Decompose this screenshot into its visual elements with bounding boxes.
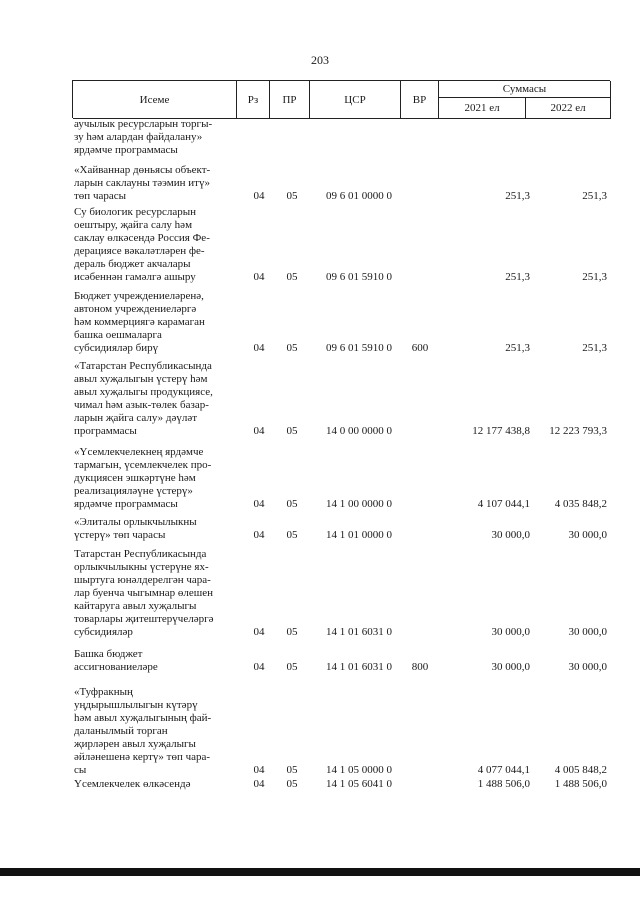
row-name-line: үстерү» төп чарасы bbox=[74, 529, 166, 541]
row-name-line: авыл хуҗалыгын үстерү һәм bbox=[74, 373, 208, 385]
row-name-line: субсидияләр бирү bbox=[74, 342, 159, 354]
row-csr: 14 1 00 0000 0 bbox=[326, 498, 392, 510]
row-name bbox=[74, 686, 236, 777]
row-pr: 05 bbox=[286, 342, 298, 354]
row-name-line: тармагын, үсемлекчелек про- bbox=[74, 459, 212, 471]
row-sum-2022: 4 005 848,2 bbox=[554, 764, 607, 776]
row-name-line: һәм коммерциягә карамаган bbox=[74, 316, 205, 328]
row-sum-2022: 12 223 793,3 bbox=[549, 425, 607, 437]
row-csr: 14 0 00 0000 0 bbox=[326, 425, 392, 437]
row-name-line: әйләнешенә кертү» төп чара- bbox=[74, 751, 211, 763]
row-sum-2021: 251,3 bbox=[505, 342, 530, 354]
row-csr: 09 6 01 5910 0 bbox=[326, 271, 392, 283]
row-name-line: даланылмый торган bbox=[74, 725, 168, 737]
row-name bbox=[74, 516, 236, 542]
row-sum-2021: 4 077 044,1 bbox=[477, 764, 530, 776]
row-name-line: субсидияләр bbox=[74, 626, 133, 638]
row-sum-2022: 251,3 bbox=[582, 342, 607, 354]
row-name bbox=[74, 648, 236, 674]
row-sum-2021: 4 107 044,1 bbox=[477, 498, 530, 510]
header-csr: ЦСР bbox=[310, 81, 401, 119]
row-name-line: товарлары җитештерүчеләргә bbox=[74, 613, 214, 625]
row-name bbox=[74, 164, 236, 203]
row-name-line: ларын җайга салу» дәүләт bbox=[74, 412, 198, 424]
row-csr: 09 6 01 0000 0 bbox=[326, 190, 392, 202]
row-pr: 05 bbox=[286, 626, 298, 638]
row-sum-2021: 30 000,0 bbox=[491, 626, 530, 638]
page-number: 203 bbox=[311, 53, 329, 67]
table-header bbox=[72, 80, 610, 118]
row-sum-2022: 251,3 bbox=[582, 271, 607, 283]
row-name-line: «Туфракның bbox=[74, 686, 133, 698]
row-csr: 14 1 01 6031 0 bbox=[326, 626, 392, 638]
row-name-line: программасы bbox=[74, 425, 137, 437]
row-sum-2021: 1 488 506,0 bbox=[477, 778, 530, 790]
row-name bbox=[74, 118, 236, 157]
row-sum-2022: 4 035 848,2 bbox=[554, 498, 607, 510]
header-rz: Рз bbox=[237, 81, 270, 119]
row-name-line: Бюджет учреждениеләренә, bbox=[74, 290, 204, 302]
row-pr: 05 bbox=[286, 529, 298, 541]
row-name-line: Татарстан Республикасында bbox=[74, 548, 207, 560]
header-sums: Суммасы bbox=[439, 81, 611, 98]
row-name-line: орлыкчылыкны үстерүне ях- bbox=[74, 561, 209, 573]
header-year-2021: 2021 ел bbox=[439, 98, 526, 119]
row-name-line: төп чарасы bbox=[74, 190, 127, 202]
row-name-line: ассигнованиеләре bbox=[74, 661, 158, 673]
row-sum-2021: 251,3 bbox=[505, 271, 530, 283]
row-name-line: ларын саклауны тәэмин итү» bbox=[74, 177, 210, 189]
scan-edge-bar bbox=[0, 868, 640, 876]
row-pr: 05 bbox=[286, 498, 298, 510]
row-rz: 04 bbox=[253, 190, 265, 202]
row-sum-2022: 30 000,0 bbox=[568, 626, 607, 638]
row-name-line: реализацияләүне үстерү» bbox=[74, 485, 193, 497]
row-vr: 600 bbox=[411, 342, 429, 354]
row-sum-2021: 12 177 438,8 bbox=[472, 425, 530, 437]
row-name-line: ярдәмче программасы bbox=[74, 144, 178, 156]
row-sum-2022: 30 000,0 bbox=[568, 661, 607, 673]
row-name-line: башка оешмаларга bbox=[74, 329, 162, 341]
row-name-line: уңдырышлылыгын күтәрү bbox=[74, 699, 198, 711]
row-name-line: авыл хуҗалыгы продукциясе, bbox=[74, 386, 213, 398]
row-name-line: аучылык ресурсларын торгы- bbox=[74, 118, 213, 130]
row-sum-2021: 251,3 bbox=[505, 190, 530, 202]
row-name-line: автоном учреждениеләргә bbox=[74, 303, 197, 315]
header-name: Исеме bbox=[73, 81, 237, 119]
row-name-line: исәбеннән гамәлгә ашыру bbox=[74, 271, 196, 283]
row-pr: 05 bbox=[286, 778, 298, 790]
row-csr: 14 1 05 0000 0 bbox=[326, 764, 392, 776]
row-rz: 04 bbox=[253, 271, 265, 283]
row-rz: 04 bbox=[253, 626, 265, 638]
header-year-2022: 2022 ел bbox=[526, 98, 611, 119]
row-name-line: «Татарстан Республикасында bbox=[74, 360, 212, 372]
row-csr: 09 6 01 5910 0 bbox=[326, 342, 392, 354]
row-name-line: кайтаруга авыл хуҗалыгы bbox=[74, 600, 197, 612]
row-name-line: дерациясе вәкаләтләрен фе- bbox=[74, 245, 205, 257]
row-name-line: «Хайваннар дөньясы объект- bbox=[74, 164, 211, 176]
row-pr: 05 bbox=[286, 764, 298, 776]
row-name-line: Үсемлекчелек өлкәсендә bbox=[74, 778, 191, 790]
row-name-line: ярдәмче программасы bbox=[74, 498, 178, 510]
row-sum-2022: 1 488 506,0 bbox=[554, 778, 607, 790]
row-sum-2021: 30 000,0 bbox=[491, 529, 530, 541]
row-rz: 04 bbox=[253, 764, 265, 776]
row-name-line: дераль бюджет акчалары bbox=[74, 258, 191, 270]
row-name bbox=[74, 206, 236, 284]
row-name-line: дукциясен эшкәртүне һәм bbox=[74, 472, 196, 484]
row-csr: 14 1 05 6041 0 bbox=[326, 778, 392, 790]
row-name-line: җирләрен авыл хуҗалыгы bbox=[74, 738, 196, 750]
row-pr: 05 bbox=[286, 661, 298, 673]
row-name bbox=[74, 778, 236, 791]
row-pr: 05 bbox=[286, 425, 298, 437]
row-name-line: зу һәм алардан файдалану» bbox=[74, 131, 203, 143]
row-name bbox=[74, 290, 236, 355]
row-sum-2021: 30 000,0 bbox=[491, 661, 530, 673]
row-name-line: оештыру, җайга салу һәм bbox=[74, 219, 193, 231]
row-name-line: һәм авыл хуҗалыгының фай- bbox=[74, 712, 212, 724]
row-rz: 04 bbox=[253, 425, 265, 437]
row-name-line: чимал һәм азык-төлек базар- bbox=[74, 399, 209, 411]
row-rz: 04 bbox=[253, 342, 265, 354]
row-rz: 04 bbox=[253, 661, 265, 673]
header-pr: ПР bbox=[270, 81, 310, 119]
row-csr: 14 1 01 0000 0 bbox=[326, 529, 392, 541]
row-name-line: Башка бюджет bbox=[74, 648, 143, 660]
row-name bbox=[74, 548, 236, 639]
row-sum-2022: 251,3 bbox=[582, 190, 607, 202]
row-csr: 14 1 01 6031 0 bbox=[326, 661, 392, 673]
row-pr: 05 bbox=[286, 190, 298, 202]
row-pr: 05 bbox=[286, 271, 298, 283]
row-sum-2022: 30 000,0 bbox=[568, 529, 607, 541]
row-name-line: лар буенча чыгымнар өлешен bbox=[74, 587, 214, 599]
row-vr: 800 bbox=[411, 661, 429, 673]
row-rz: 04 bbox=[253, 529, 265, 541]
row-rz: 04 bbox=[253, 498, 265, 510]
row-name-line: саклау өлкәсендә Россия Фе- bbox=[74, 232, 210, 244]
row-name-line: «Үсемлекчелекнең ярдәмче bbox=[74, 446, 204, 458]
row-rz: 04 bbox=[253, 778, 265, 790]
header-vr: ВР bbox=[401, 81, 439, 119]
row-name bbox=[74, 360, 236, 438]
row-name-line: Су биологик ресурсларын bbox=[74, 206, 197, 218]
row-name bbox=[74, 446, 236, 511]
row-name-line: сы bbox=[74, 764, 87, 776]
row-name-line: «Элиталы орлыкчылыкны bbox=[74, 516, 197, 528]
row-name-line: шыртуга юнәлдерелгән чара- bbox=[74, 574, 211, 586]
